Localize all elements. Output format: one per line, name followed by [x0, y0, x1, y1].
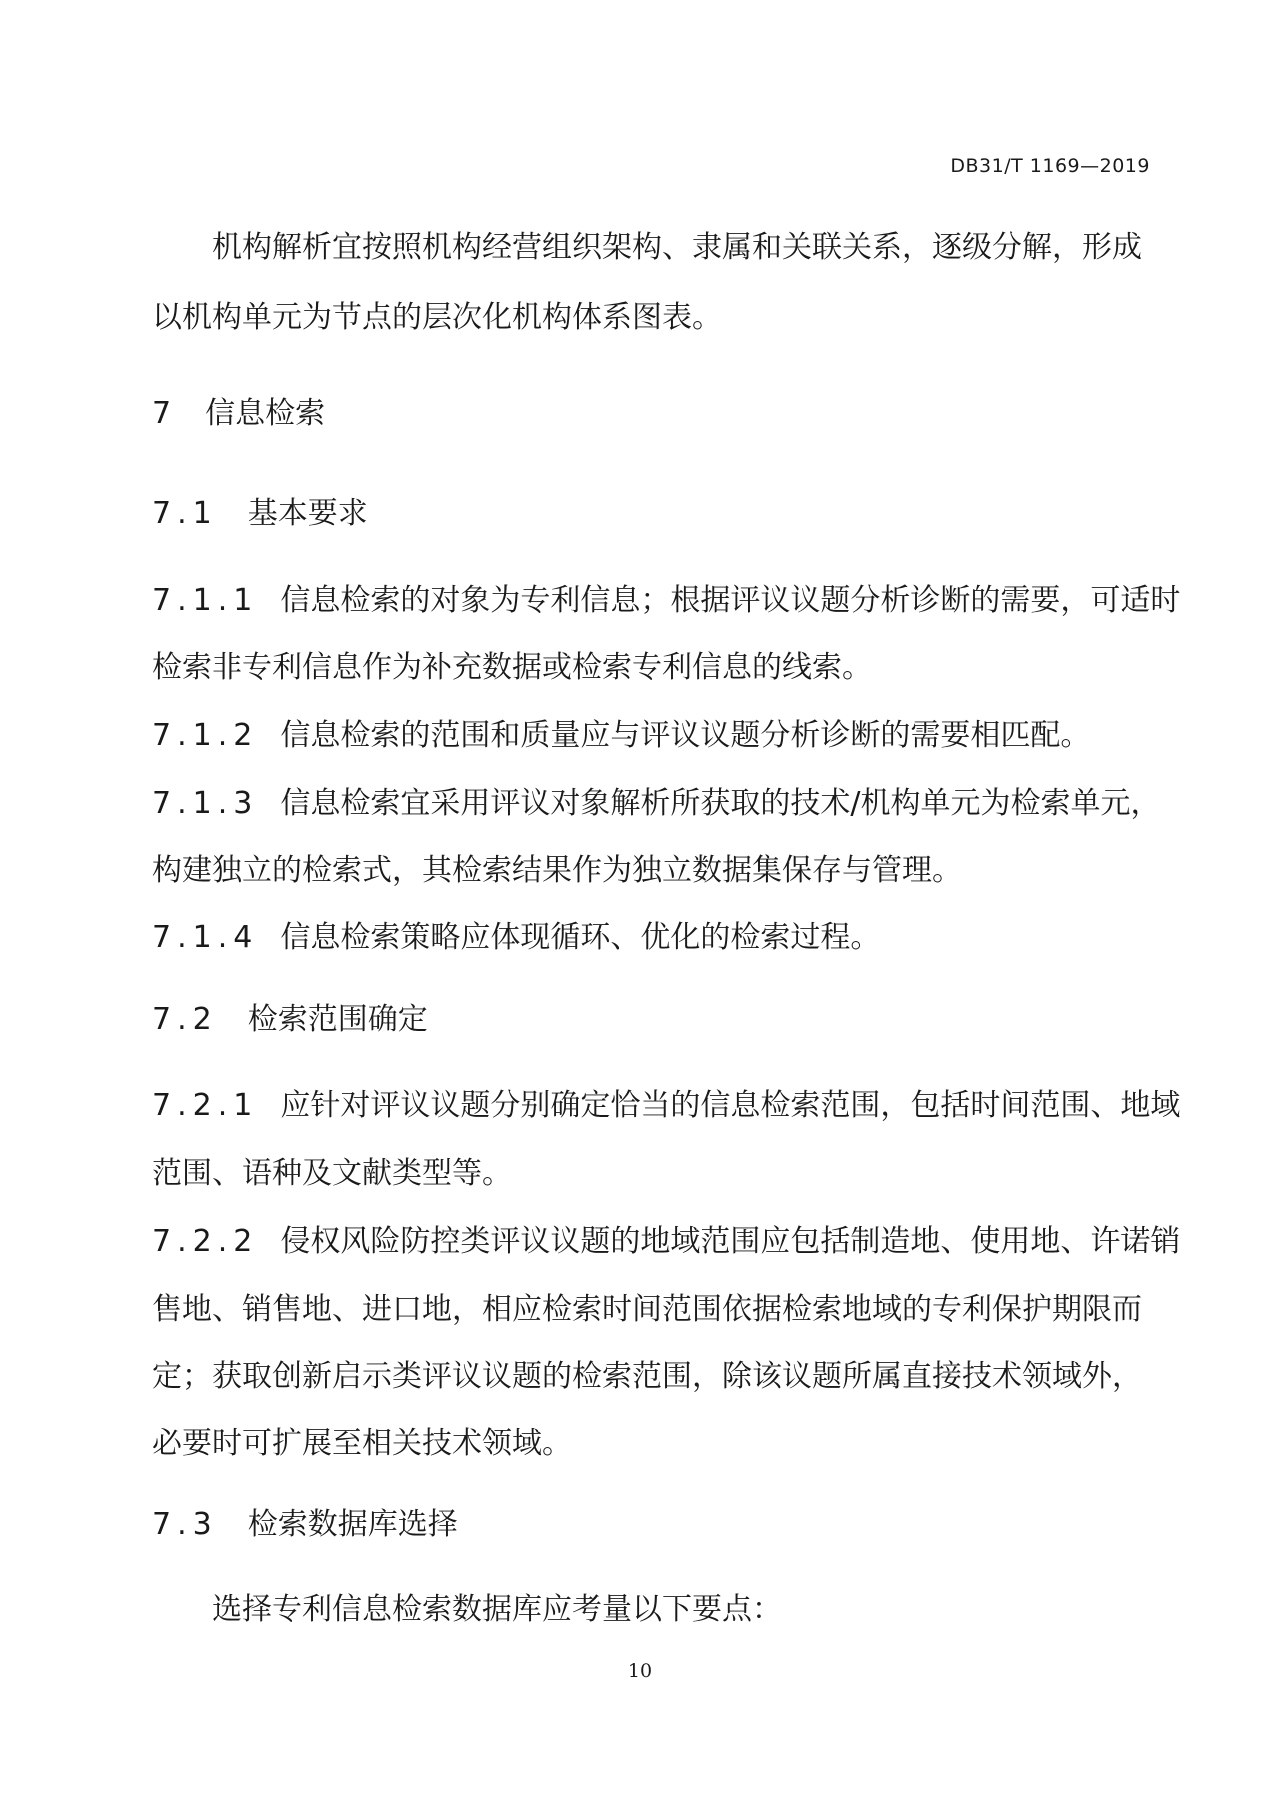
clause-number: 7.2.1: [152, 1088, 259, 1123]
clause-7-1-4: [152, 912, 880, 956]
standard-code: DB31/T 1169—2019: [950, 155, 1150, 177]
clause-text: 信息检索的范围和质量应与评议议题分析诊断的需要相匹配。: [280, 718, 1091, 753]
section-7-3-heading: [152, 1499, 458, 1543]
intro-line-1: 机构解析宜按照机构经营组织架构、隶属和关联关系，逐级分解，形成: [212, 230, 1142, 265]
section-7-2-heading: [152, 994, 428, 1038]
clause-number: 7.2.2: [152, 1224, 259, 1259]
clause-number: 7.1.3: [152, 786, 259, 821]
clause-7-2-2-line-2: 售地、销售地、进口地，相应检索时间范围依据检索地域的专利保护期限而: [152, 1292, 1142, 1327]
section-title: 检索范围确定: [247, 1002, 428, 1037]
section-7-heading: [152, 388, 325, 432]
section-number: 7.1: [152, 496, 218, 531]
clause-7-1-3-line-2: 构建独立的检索式，其检索结果作为独立数据集保存与管理。: [152, 853, 962, 888]
clause-7-1-3-line-1: [152, 778, 1160, 822]
clause-text: 应针对评议议题分别确定恰当的信息检索范围，包括时间范围、地域: [280, 1088, 1181, 1123]
clause-7-2-1-line-2: 范围、语种及文献类型等。: [152, 1156, 512, 1191]
clause-7-2-2-line-3: 定；获取创新启示类评议议题的检索范围，除该议题所属直接技术领域外，: [152, 1359, 1142, 1394]
section-title: 检索数据库选择: [247, 1507, 458, 1542]
clause-7-2-2-line-4: 必要时可扩展至相关技术领域。: [152, 1426, 572, 1461]
clause-number: 7.1.2: [152, 718, 259, 753]
section-title: 基本要求: [247, 496, 368, 531]
clause-7-1-1-line-1: [152, 575, 1180, 619]
section-number: 7.2: [152, 1002, 218, 1037]
clause-text: 侵权风险防控类评议议题的地域范围应包括制造地、使用地、许诺销: [280, 1224, 1181, 1259]
section-7-3-intro: 选择专利信息检索数据库应考量以下要点：: [212, 1592, 782, 1627]
section-title: 信息检索: [205, 396, 326, 431]
clause-7-2-1-line-1: [152, 1080, 1180, 1124]
page-number: 10: [627, 1660, 653, 1682]
clause-text: 信息检索的对象为专利信息；根据评议议题分析诊断的需要，可适时: [280, 583, 1181, 618]
intro-line-2: 以机构单元为节点的层次化机构体系图表。: [152, 300, 722, 335]
section-number: 7.3: [152, 1507, 218, 1542]
clause-7-1-1-line-2: 检索非专利信息作为补充数据或检索专利信息的线索。: [152, 650, 872, 685]
clause-7-1-2: [152, 710, 1090, 754]
clause-text: 信息检索宜采用评议对象解析所获取的技术/机构单元为检索单元，: [280, 786, 1161, 821]
section-7-1-heading: [152, 488, 368, 532]
clause-text: 信息检索策略应体现循环、优化的检索过程。: [280, 920, 881, 955]
clause-number: 7.1.4: [152, 920, 259, 955]
clause-number: 7.1.1: [152, 583, 259, 618]
section-number: 7: [152, 396, 172, 431]
clause-7-2-2-line-1: [152, 1216, 1180, 1260]
